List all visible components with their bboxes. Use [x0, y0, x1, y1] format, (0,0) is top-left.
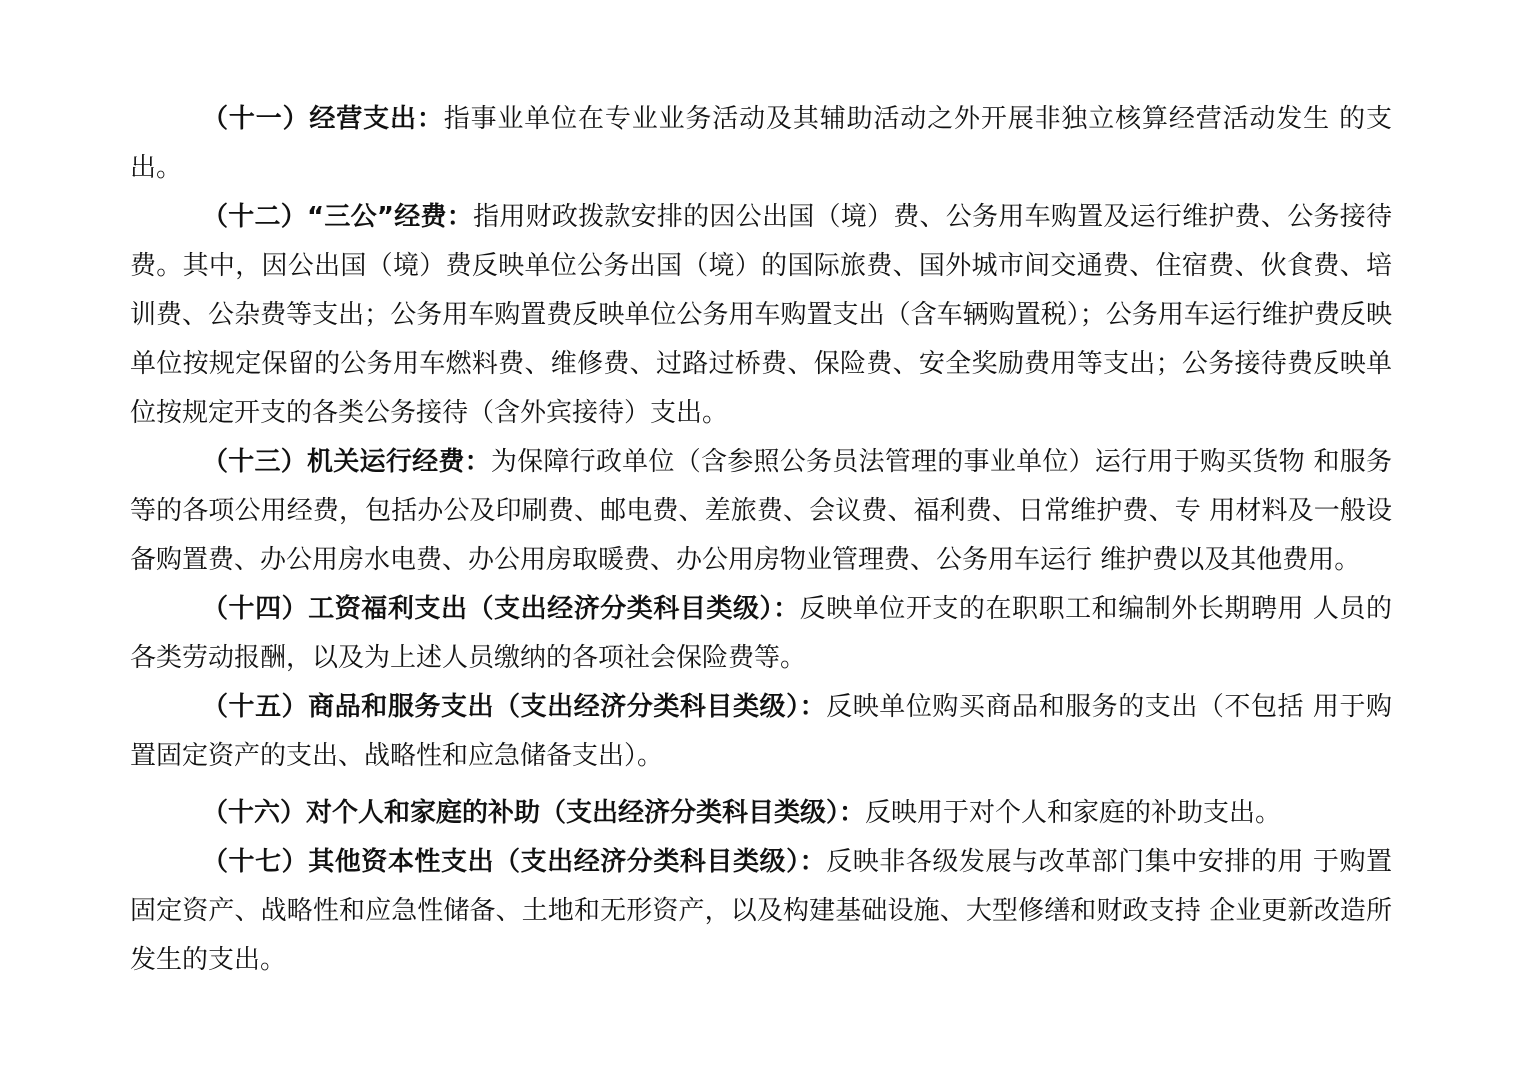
term-13: （十三）机关运行经费： [202, 447, 491, 477]
term-14: （十四）工资福利支出（支出经济分类科目类级）： [202, 594, 800, 624]
body-15: 反映单位购买商品和服务的支出（不包括 用于购置固定资产的支出、战略性和应急储备支出）。 [130, 692, 1392, 771]
paragraph-11 [130, 95, 1392, 193]
term-11: （十一）经营支出： [202, 104, 444, 134]
paragraph-16 [130, 789, 1392, 838]
term-17: （十七）其他资本性支出（支出经济分类科目类级）： [202, 847, 827, 877]
term-12: （十二）“三公”经费： [202, 202, 474, 232]
paragraph-15 [130, 683, 1392, 781]
body-13: 为保障行政单位（含参照公务员法管理的事业单位）运行用于购买货物 和服务等的各项公用经费，包括办公及印刷费、邮电费、差旅费、会议费、福利费、日常维护费、专 用材料及一般设备购置费、办公用房水电费、办公用房取暖费、办公用房物业管理费、公务用车运行 维护费以及其他费用。 [130, 447, 1392, 575]
paragraph-12 [130, 193, 1392, 438]
paragraph-14 [130, 585, 1392, 683]
body-11: 指事业单位在专业业务活动及其辅助活动之外开展非独立核算经营活动发生 的支出。 [130, 104, 1392, 183]
body-17: 反映非各级发展与改革部门集中安排的用 于购置固定资产、战略性和应急性储备、土地和无形资产，以及构建基础设施、大型修缮和财政支持 企业更新改造所发生的支出。 [130, 847, 1392, 975]
document-page [130, 95, 1392, 985]
body-12: 指用财政拨款安排的因公出国（境）费、公务用车购置及运行维护费、公务接待费。其中，因公出国（境）费反映单位公务出国（境）的国际旅费、国外城市间交通费、住宿费、伙食费、培训费、公杂费等支出；公务用车购置费反映单位公务用车购置支出（含车辆购置税）；公务用车运行维护费反映单位按规定保留的公务用车燃料费、维修费、过路过桥费、保险费、安全奖励费用等支出；公务接待费反映单位按规定开支的各类公务接待（含外宾接待）支出。 [130, 202, 1392, 428]
term-16: （十六）对个人和家庭的补助（支出经济分类科目类级）： [202, 798, 866, 828]
paragraph-13 [130, 438, 1392, 585]
paragraph-17 [130, 838, 1392, 985]
body-14: 反映单位开支的在职职工和编制外长期聘用 人员的各类劳动报酬，以及为上述人员缴纳的各项社会保险费等。 [130, 594, 1392, 673]
body-16: 反映用于对个人和家庭的补助支出。 [865, 798, 1282, 828]
term-15: （十五）商品和服务支出（支出经济分类科目类级）： [202, 692, 827, 722]
